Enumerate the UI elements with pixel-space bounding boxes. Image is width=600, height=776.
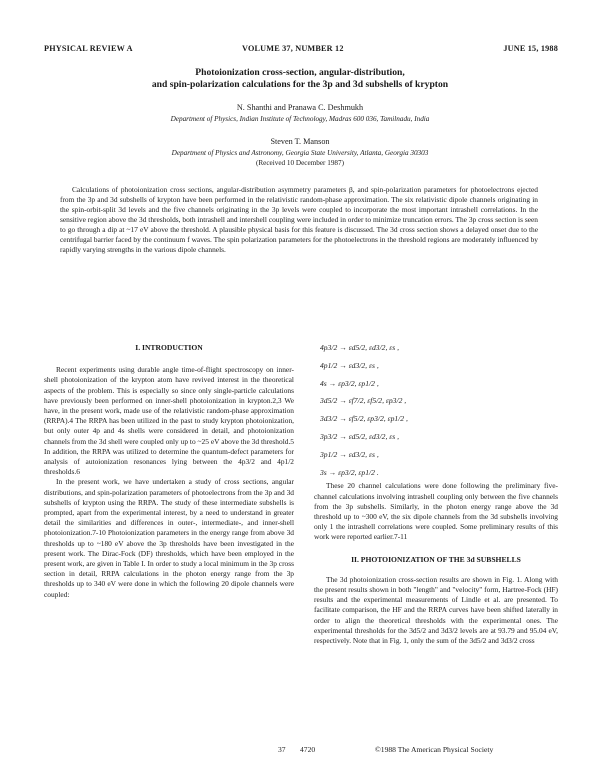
issue-date: JUNE 15, 1988 [503, 44, 558, 53]
paper-title [60, 67, 540, 91]
footer-volume: 37 [278, 745, 286, 754]
received-date: (Received 10 December 1987) [255, 159, 344, 167]
channel-equation: 3d3/2 → εf5/2, εp3/2, εp1/2 , [320, 414, 408, 424]
right-column [314, 339, 558, 646]
section-heading-introduction: I. INTRODUCTION [135, 343, 203, 352]
intro-paragraph-1: Recent experiments using durable angle time-of-flight spectroscopy on inner-shell photoionization of the krypton atom have revived interest in the theoretical aspects of the problem. This is especially so since only single-particle calculations have previously been performed on inner-shell photoionization in krypton.2,3 We have, in the present work, made use of the relativistic random-phase approximation (RRPA).4 The RRPA has been utilized in the past to study krypton photoionization, but only outer 4p and 4s shells were considered in detail, and photoionization channels from the 3d shell were coupled only up to ~25 eV above the 3d threshold.5 In addition, the RRPA was utilized to determine the quantum-defect parameters for analysis of autoionization resonances lying between the 4p3/2 and 4p1/2 thresholds.6 [44, 365, 294, 477]
channel-equation: 3s → εp3/2, εp1/2 . [320, 467, 379, 477]
channel-equation: 3d5/2 → εf7/2, εf5/2, εp3/2 , [320, 396, 407, 406]
page-number: 4720 [300, 745, 316, 754]
dipole-channel-list [314, 339, 558, 481]
author-secondary: Steven T. Manson [270, 137, 330, 146]
authors-primary: N. Shanthi and Pranawa C. Deshmukh [236, 103, 364, 112]
affiliation-primary: Department of Physics, Indian Institute of Technology, Madras 600 036, Tamilnadu, India [170, 115, 430, 123]
intro-paragraph-2: In the present work, we have undertaken a study of cross sections, angular distributions, and spin-polarization parameters of photoelectrons from the 3p and 3d subshells of krypton using the RRPA. The study of these intermediate subshells is prompted, apart from the experimental interest, by a need to understand in greater detail the similarities and differences in outer-, intermediate-, and inner-shell photoionization.7-10 Photoionization parameters in the energy range from above 3d thresholds up to ~180 eV above the 3p thresholds have been investigated in the present work. The Dirac-Fock (DF) thresholds, which have been employed in the present work, are given in Table I. In order to study a local minimum in the 3p cross section in detail, RRPA calculations in the photon energy range from the 3p thresholds up to 340 eV were done in which the following 20 dipole channels were coupled: [44, 477, 294, 599]
volume-number: VOLUME 37, NUMBER 12 [242, 44, 344, 53]
channel-equation: 4p1/2 → εd3/2, εs , [320, 360, 379, 370]
abstract: Calculations of photoionization cross sections, angular-distribution asymmetry parameters β, and spin-polarization parameters for photoelectrons ejected from the 3p and 3d subshells of krypton have been performed in the relativistic random-phase approximation. The six relativistic dipole channels originating in the spin-orbit-split 3d levels and the five channels originating in the 3p levels were coupled to incorporate the most important intrashell correlations. In the sensitive region above the 3d thresholds, both intrashell and intershell coupling were included in order to minimize truncation errors. The 3p cross section is seen to go through a dip at ~17 eV above the threshold. A plausible physical basis for this feature is discussed. The 3d cross section shows a delayed onset due to the centrifugal barrier faced by the continuum f waves. The spin polarization parameters for the photoelectrons in the threshold regions are moderately influenced by rapidly varying strengths in the various dipole channels. [60, 185, 538, 254]
section2-paragraph: The 3d photoionization cross-section results are shown in Fig. 1. Along with the present results shown in both "length" and "velocity" form, Hartree-Fock (HF) results and the experimental measurements of Lindle et al. are presented. To facilitate comparison, the HF and the RRPA curves have been shifted laterally in order to align the theoretical thresholds with the experimental ones. The experimental thresholds for the 3d5/2 and 3d3/2 levels are at 93.79 and 95.04 eV, respectively. Note that in Fig. 1, only the sum of the 3d5/2 and 3d3/2 cross [314, 574, 558, 646]
channel-equation: 4p3/2 → εd5/2, εd3/2, εs , [320, 343, 400, 352]
left-column [44, 339, 294, 600]
journal-name: PHYSICAL REVIEW A [44, 44, 133, 53]
copyright-notice: ©1988 The American Physical Society [375, 745, 494, 754]
channel-equation: 3p1/2 → εd3/2, εs , [320, 449, 379, 459]
affiliation-secondary: Department of Physics and Astronomy, Georgia State University, Atlanta, Georgia 30303 [171, 149, 429, 157]
title-line-2: and spin-polarization calculations for the 3p and 3d subshells of krypton [151, 79, 449, 90]
section-heading-3d: II. PHOTOIONIZATION OF THE 3d SUBSHELLS [351, 554, 521, 564]
channel-paragraph: These 20 channel calculations were done following the preliminary five-channel calculations involving intrashell coupling only between the five channels from the 3p subshells. Similarly, in the photon energy range above the 3d threshold up to ~300 eV, the six dipole channels from the 3d subshells involving only 1 the intrashell correlations were coupled. Some preliminary results of this work were reported earlier.7-11 [314, 481, 558, 542]
channel-equation: 4s → εp3/2, εp1/2 , [320, 378, 379, 388]
channel-equation: 3p3/2 → εd5/2, εd3/2, εs , [320, 431, 400, 441]
title-line-1: Photoionization cross-section, angular-distribution, [195, 67, 405, 78]
